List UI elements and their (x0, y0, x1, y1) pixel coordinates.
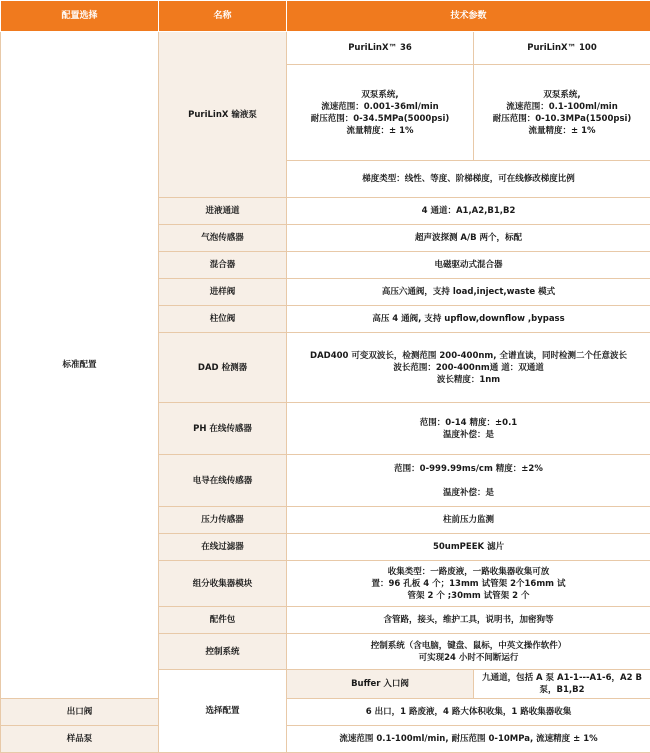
row-name: 进样阀 (159, 279, 287, 306)
row-spec: 柱前压力监测 (287, 507, 650, 534)
row-spec: 高压 4 通阀, 支持 upflow,downflow ,bypass (287, 306, 650, 333)
row-name: 控制系统 (159, 634, 287, 670)
row-spec: 50umPEEK 滤片 (287, 534, 650, 561)
row-spec: 含管路，接头，维护工具，说明书，加密狗等 (287, 607, 650, 634)
table-row (1, 32, 650, 65)
header-config: 配置选择 (1, 1, 159, 32)
row-name: 压力传感器 (159, 507, 287, 534)
row-spec: 收集类型：一路废液，一路收集器收集可放 置：96 孔板 4 个；13mm 试管架 2个16mm 试 管架 2 个 ;30mm 试管架 2 个 (287, 561, 650, 607)
row-spec: 范围：0-14 精度：±0.1 温度补偿：是 (287, 403, 650, 455)
row-name: 在线过滤器 (159, 534, 287, 561)
pump-spec-b: 双泵系统, 流速范围：0.1-100ml/min 耐压范围：0-10.3MPa(1500psi) 流量精度：± 1% (474, 65, 650, 161)
table-row (1, 699, 650, 726)
pump-spec-a: 双泵系统, 流速范围：0.001-36ml/min 耐压范围：0-34.5MPa(5000psi) 流量精度：± 1% (287, 65, 474, 161)
row-name: 出口阀 (1, 699, 159, 726)
header-name: 名称 (159, 1, 287, 32)
pump-name: PuriLinX 输液泵 (159, 32, 287, 198)
row-spec: 范围：0-999.99ms/cm 精度：±2% 温度补偿：是 (287, 455, 650, 507)
table-row (1, 726, 650, 753)
row-name: 配件包 (159, 607, 287, 634)
row-spec: 超声波探测 A/B 两个，标配 (287, 225, 650, 252)
standard-config-label: 标准配置 (1, 32, 159, 699)
row-name: Buffer 入口阀 (287, 670, 474, 699)
row-name: 电导在线传感器 (159, 455, 287, 507)
row-name: 气泡传感器 (159, 225, 287, 252)
row-spec: DAD400 可变双波长，检测范围 200-400nm, 全谱直读，同时检测二个任意波长 波长范围：200-400nm通 道：双通道 波长精度：1nm (287, 333, 650, 403)
row-name: 混合器 (159, 252, 287, 279)
pump-model-b: PuriLinX™ 100 (474, 32, 650, 65)
row-name: 进液通道 (159, 198, 287, 225)
row-spec: 九通道，包括 A 泵 A1-1---A1-6，A2 B 泵，B1,B2 (474, 670, 650, 699)
row-name: 组分收集器模块 (159, 561, 287, 607)
row-spec: 4 通道：A1,A2,B1,B2 (287, 198, 650, 225)
row-name: DAD 检测器 (159, 333, 287, 403)
row-spec: 控制系统（含电脑，键盘、鼠标，中英文操作软件） 可实现24 小时不间断运行 (287, 634, 650, 670)
row-name: PH 在线传感器 (159, 403, 287, 455)
optional-config-label: 选择配置 (159, 670, 287, 753)
table-header-row (1, 1, 650, 32)
header-spec: 技术参数 (287, 1, 650, 32)
pump-model-a: PuriLinX™ 36 (287, 32, 474, 65)
row-spec: 电磁驱动式混合器 (287, 252, 650, 279)
row-name: 柱位阀 (159, 306, 287, 333)
row-spec: 6 出口，1 路废液，4 路大体积收集，1 路收集器收集 (287, 699, 650, 726)
row-spec: 流速范围 0.1-100ml/min, 耐压范围 0-10MPa, 流速精度 ± 1% (287, 726, 650, 753)
row-name: 样品泵 (1, 726, 159, 753)
pump-gradient: 梯度类型：线性、等度、阶梯梯度，可在线修改梯度比例 (287, 161, 650, 198)
row-spec: 高压六通阀，支持 load,inject,waste 模式 (287, 279, 650, 306)
